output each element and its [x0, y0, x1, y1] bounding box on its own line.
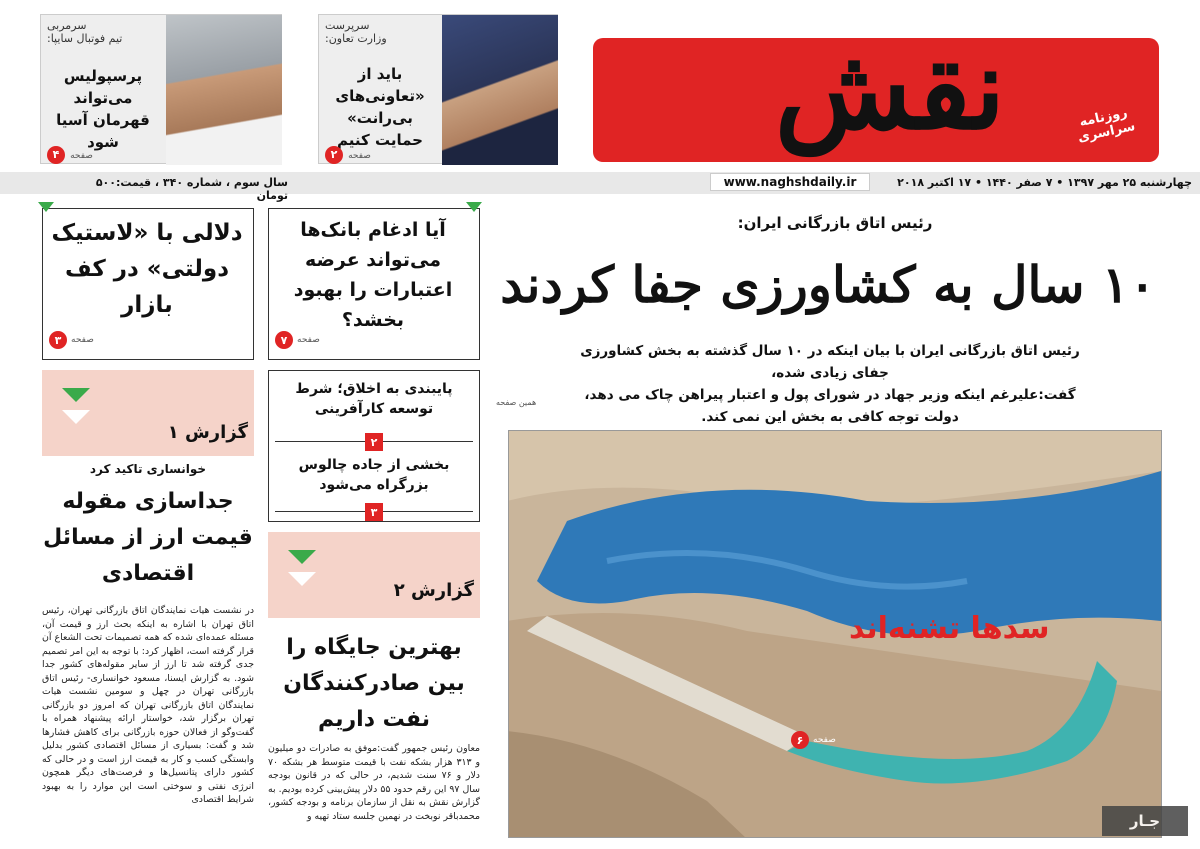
- minister-role: سرپرست: [325, 19, 370, 32]
- report2-header: [268, 532, 480, 618]
- mini-item-1[interactable]: پایبندی به اخلاق؛ شرط توسعه کارآفرینی: [295, 381, 453, 417]
- minister-photo: [442, 15, 558, 165]
- chevron-down-icon: [62, 388, 90, 402]
- banks-headline: آیا ادغام بانک‌ها می‌تواند عرضه اعتبارات را بهبود بخشد؟: [293, 219, 453, 331]
- page-number: ۲: [365, 433, 383, 451]
- page-label: صفحه: [71, 335, 94, 345]
- lead-kicker: رئیس اتاق بازرگانی ایران:: [737, 214, 933, 232]
- website-url[interactable]: www.naghshdaily.ir: [710, 173, 870, 191]
- brokers-headline: دلالی با «لاستیک دولتی» در کف بازار: [51, 220, 243, 318]
- lead-headline[interactable]: ۱۰ سال به کشاورزی جفا کردند: [500, 255, 1156, 314]
- report1-kicker: خوانساری تاکید کرد: [89, 462, 207, 476]
- page-label: صفحه: [813, 735, 836, 745]
- same-page-label: همین صفحه: [496, 398, 537, 407]
- coach-photo: [166, 15, 282, 165]
- lead-summary: [560, 340, 1100, 428]
- issue-date: چهارشنبه ۲۵ مهر ۱۳۹۷ • ۷ صفر ۱۴۴۰ • ۱۷ اکتبر ۲۰۱۸: [897, 176, 1192, 189]
- banks-box[interactable]: [268, 208, 480, 360]
- coach-role: سرمربی: [47, 19, 87, 32]
- newspaper-subtitle: روزنامه سراسری: [1076, 105, 1137, 146]
- page-number: ۲: [325, 146, 343, 164]
- info-bar: [0, 168, 1200, 202]
- page-number: ۳: [365, 503, 383, 521]
- lead-body-line: دولت توجه کافی به بخش این نمی کند.: [701, 409, 959, 425]
- chevron-down-icon: [288, 572, 316, 586]
- brokers-box[interactable]: [42, 208, 254, 360]
- report1-header: [42, 370, 254, 456]
- newspaper-logo: نقش: [774, 24, 1006, 155]
- lead-body-line: گفت:علیرغم اینکه وزیر جهاد در شورای پول و اعتبار پیراهن چاک می دهد،: [584, 387, 1076, 403]
- dam-photo[interactable]: [508, 430, 1162, 838]
- coach-headline: پرسپولیس می‌تواند قهرمان آسیا شود: [56, 67, 150, 151]
- teaser-minister[interactable]: [318, 14, 558, 164]
- watermark-logo: جـار: [1102, 806, 1188, 836]
- page-number: ۶: [791, 731, 809, 749]
- chevron-down-icon: [288, 550, 316, 564]
- dam-illustration: [508, 431, 1161, 838]
- coach-org: تیم فوتبال سایپا:: [47, 32, 123, 45]
- report2-text: معاون رئیس جمهور گفت:موفق به صادرات دو میلیون و ۳۱۳ هزار بشکه نفت با قیمت متوسط هر بشکه ۷۰ دلار و ۷۶ سنت شدیم، در حالی که در قانون بودجه سال ۹۷ این رقم حدود ۵۵ دلار پیش‌بینی کرده بودیم. به گزارش نقش به نقل از سازمان برنامه و بودجه کشور، محمدباقر نوبخت در نهمین جلسه ستاد تهیه و: [268, 743, 480, 822]
- teaser-coach[interactable]: [40, 14, 282, 164]
- page-label: صفحه: [70, 151, 93, 161]
- lead-body-line: رئیس اتاق بازرگانی ایران با بیان اینکه در ۱۰ سال گذشته به بخش کشاورزی جفای زیادی شده،: [580, 343, 1080, 381]
- chevron-down-icon: [62, 410, 90, 424]
- page-label: صفحه: [297, 335, 320, 345]
- photo-caption: سدها تشنه‌اند: [849, 611, 1050, 646]
- green-marker-icon: [38, 202, 54, 212]
- page-number: ۴: [47, 146, 65, 164]
- issue-info: سال سوم ، شماره ۳۴۰ ، قیمت:۵۰۰ تومان: [95, 176, 288, 202]
- report1-text: در نشست هیات نمایندگان اتاق بازرگانی تهران، رئیس اتاق تهران با اشاره به اینکه بحث ارز و قیمت آن، مسئله عمده‌ای شده که همه تصمیمات تحت الشعاع آن قرار گرفته است، اظهار کرد: با توجه به این امر تصمیم جدی گرفته شد تا ارز از سایر مقوله‌های کشور جدا شود. به گزارش ایسنا، مسعود خوانساری- رئیس اتاق بازرگانی تهران در چهل و سومین نشست هیات نمایندگان اتاق بازرگانی تهران که امروز دو بازرگانی تهران برگزار شد، خواستار ارائه پیشنهاد همراه با گفت‌وگو از فعالان حوزه بازرگانی برای کاهش فشارها شد و گفت: بسیاری از مسائل اقتصادی کشور بدلیل وابستگی کسب و کار به قیمت ارز است و در حالی که کشور دارای پتانسیل‌ها و فرصت‌های دیگر همچون انرژی نفتی و سوختی است این موارد را به بهبود شرایط اقتصادی: [42, 605, 254, 805]
- minister-org: وزارت تعاون:: [325, 32, 387, 45]
- mini-item-2[interactable]: بخشی از جاده چالوس بزرگراه می‌شود: [298, 457, 450, 493]
- green-marker-icon: [466, 202, 482, 212]
- page-label: صفحه: [348, 151, 371, 161]
- report2-headline[interactable]: بهترین جایگاه را بین صادرکنندگان نفت داریم: [283, 635, 465, 732]
- mini-headlines-box: [268, 370, 480, 522]
- page-number: ۳: [49, 331, 67, 349]
- report1-label: گزارش ۱: [167, 422, 248, 443]
- report2-label: گزارش ۲: [393, 580, 474, 601]
- page-number: ۷: [275, 331, 293, 349]
- minister-headline: باید از «تعاونی‌های بی‌رانت» حمایت کنیم: [335, 65, 425, 149]
- report1-headline[interactable]: جداسازی مقوله قیمت ارز از مسائل اقتصادی: [43, 489, 253, 586]
